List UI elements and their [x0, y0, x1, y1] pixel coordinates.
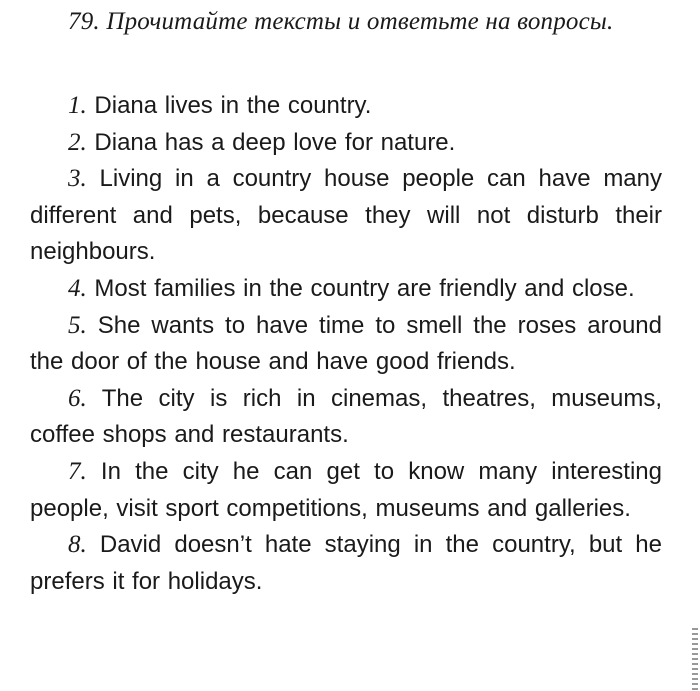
page-edge-mark: [692, 628, 698, 691]
answer-text: Diana lives in the country.: [94, 92, 372, 119]
answer-number: 6.: [68, 384, 87, 412]
answer-item: [30, 271, 662, 308]
answer-text: Living in a country house people can have many different and pets, because they will not disturb their neighbours.: [30, 165, 663, 266]
answer-number: 8.: [68, 531, 87, 559]
answer-item: [30, 125, 662, 162]
answer-number: 1.: [68, 92, 87, 119]
exercise-header: [68, 4, 668, 40]
answer-text: Most families in the country are friendly and close.: [94, 274, 635, 302]
answer-text: The city is rich in cinemas, theatres, museums, coffee shops and restaurants.: [30, 384, 662, 449]
answer-number: 3.: [68, 165, 87, 193]
answer-list: [30, 88, 662, 600]
answer-number: 5.: [68, 311, 87, 339]
answer-item: [30, 161, 662, 271]
answer-item: [30, 527, 662, 600]
answer-text: Diana has a deep love for nature.: [94, 128, 456, 156]
exercise-instruction: Прочитайте тексты и ответьте на вопросы.: [106, 8, 614, 35]
answer-number: 2.: [68, 128, 87, 156]
answer-text: David doesn’t hate staying in the country, but he prefers it for holidays.: [30, 531, 662, 595]
answer-number: 7.: [68, 457, 87, 485]
answer-text: In the city he can get to know many interesting people, visit sport competitions, museums and galleries.: [30, 457, 662, 522]
answer-number: 4.: [68, 274, 87, 302]
answer-text: She wants to have time to smell the roses around the door of the house and have good friends.: [30, 311, 662, 376]
answer-item: [30, 381, 662, 454]
answer-item: [30, 88, 662, 125]
answer-item: [30, 308, 662, 381]
exercise-number: 79.: [68, 8, 100, 35]
answer-item: [30, 454, 662, 527]
